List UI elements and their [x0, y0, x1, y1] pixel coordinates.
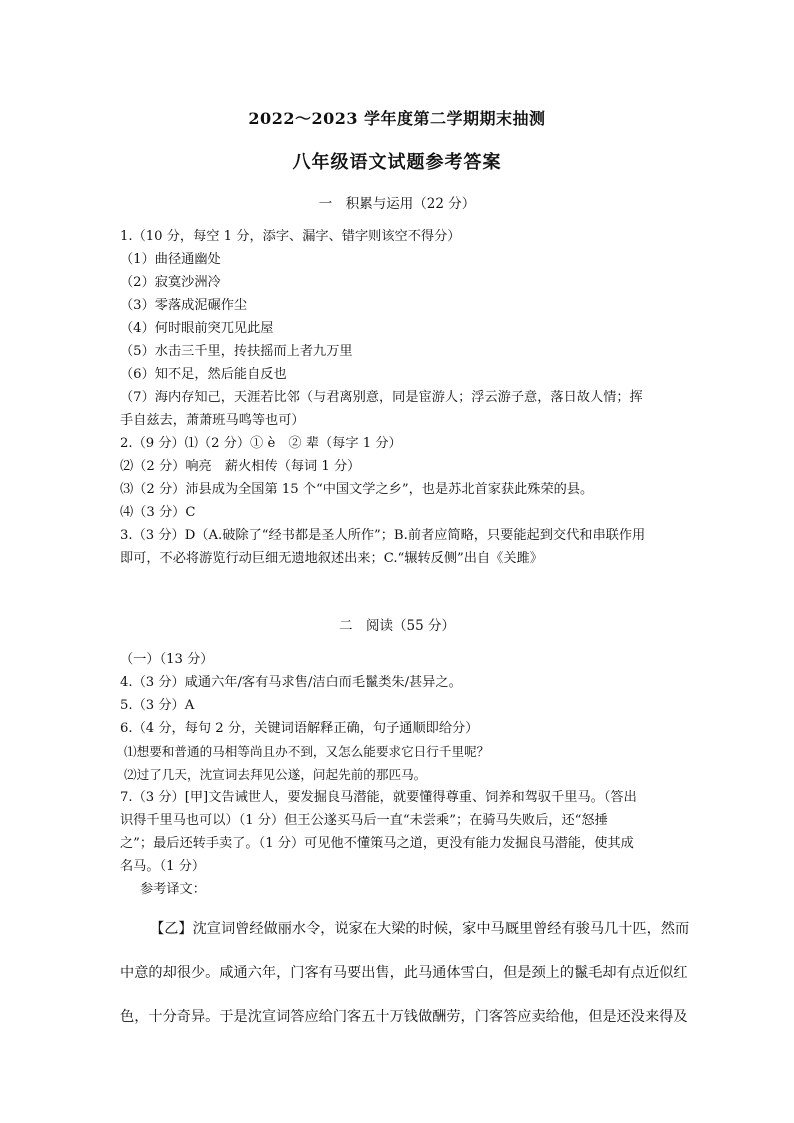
part1-heading: （一）（13 分）: [120, 652, 214, 667]
q7-line-cont: 识得千里马也可以）（1 分）但王公遂买马后一直“未尝乘”；在骑马失败后，还“怒捶: [120, 813, 608, 828]
q6-answer: ⑵过了几天，沈宣词去拜见公遂，问起先前的那匹马。: [124, 767, 427, 782]
translation-line: 色，十分奇异。于是沈宣词答应给门客五十万钱做酬劳，门客答应卖给他，但是还没来得及: [120, 1009, 688, 1025]
document-title: 2022～2023 学年度第二学期期末抽测: [248, 109, 546, 128]
translation-line: 【乙】沈宣词曾经做丽水令，说家在大梁的时候，家中马厩里曾经有骏马几十匹，然而: [150, 921, 690, 937]
translation-body: [120, 918, 690, 1026]
translation-line: 中意的却很少。咸通六年，门客有马要出售，此马通体雪白，但是颈上的鬣毛却有点近似红: [120, 965, 688, 981]
q2-answer: ⑷（3 分）C: [120, 505, 196, 520]
q1-answer-cont: 手自兹去，萧萧班马鸣等也可）: [120, 413, 305, 428]
section2-body: [120, 648, 680, 901]
q1-answer: （5）水击三千里，抟扶摇而上者九万里: [120, 344, 353, 359]
q2-answer: ⑶（2 分）沛县成为全国第 15 个“中国文学之乡”，也是苏北首家获此殊荣的县。: [120, 482, 594, 497]
section1-body: [120, 225, 680, 570]
q7-line-cont: 之”；最后还转手卖了。（1 分）可见他不懂策马之道，更没有能力发掘良马潜能，使其成: [120, 836, 634, 851]
q6-line: 6.（4 分，每句 2 分，关键词语解释正确，句子通顺即给分）: [120, 721, 479, 736]
q3-line: 3.（3 分）D（A.破除了“经书都是圣人所作”；B.前者应简略，只要能起到交代和串联作用: [120, 528, 646, 543]
q1-answer: （7）海内存知己，天涯若比邻（与君离别意，同是宦游人；浮云游子意，落日故人情；挥: [120, 390, 643, 405]
q1-answer: （4）何时眼前突兀见此屋: [120, 321, 274, 336]
q5-line: 5.（3 分）A: [120, 698, 195, 713]
q6-answer: ⑴想要和普通的马相等尚且办不到，又怎么能要求它日行千里呢？: [124, 744, 490, 759]
q1-answer: （2）寂寞沙洲冷: [120, 275, 221, 290]
q2-answer: ⑵（2 分）响亮 薪火相传（每词 1 分）: [120, 459, 361, 474]
q2-line: 2.（9 分）⑴（2 分）① è ② 辈（每字 1 分）: [120, 436, 402, 451]
document-subtitle: 八年级语文试题参考答案: [292, 152, 502, 173]
q1-answer: （6）知不足，然后能自反也: [120, 367, 287, 382]
q7-line: 7.（3 分）[甲]文告诫世人，要发掘良马潜能，就要懂得尊重、饲养和驾驭千里马。（答出: [120, 790, 637, 805]
q1-answer: （1）曲径通幽处: [120, 252, 221, 267]
q3-line-cont: 即可，不必将游览行动巨细无遗地叙述出来；C.“辗转反侧”出自《关雎》: [120, 551, 543, 566]
section1-heading: 一 积累与运用（22 分）: [318, 196, 476, 212]
translation-label: 参考译文：: [140, 882, 206, 897]
section2-heading: 二 阅读（55 分）: [339, 618, 455, 634]
q4-line: 4.（3 分）咸通六年/客有马求售/洁白而毛鬣类朱/甚异之。: [120, 675, 462, 690]
q1-line: 1.（10 分，每空 1 分，添字、漏字、错字则该空不得分）: [120, 229, 461, 244]
q1-answer: （3）零落成泥碾作尘: [120, 298, 248, 313]
q7-line-cont: 名马。（1 分）: [120, 859, 206, 874]
